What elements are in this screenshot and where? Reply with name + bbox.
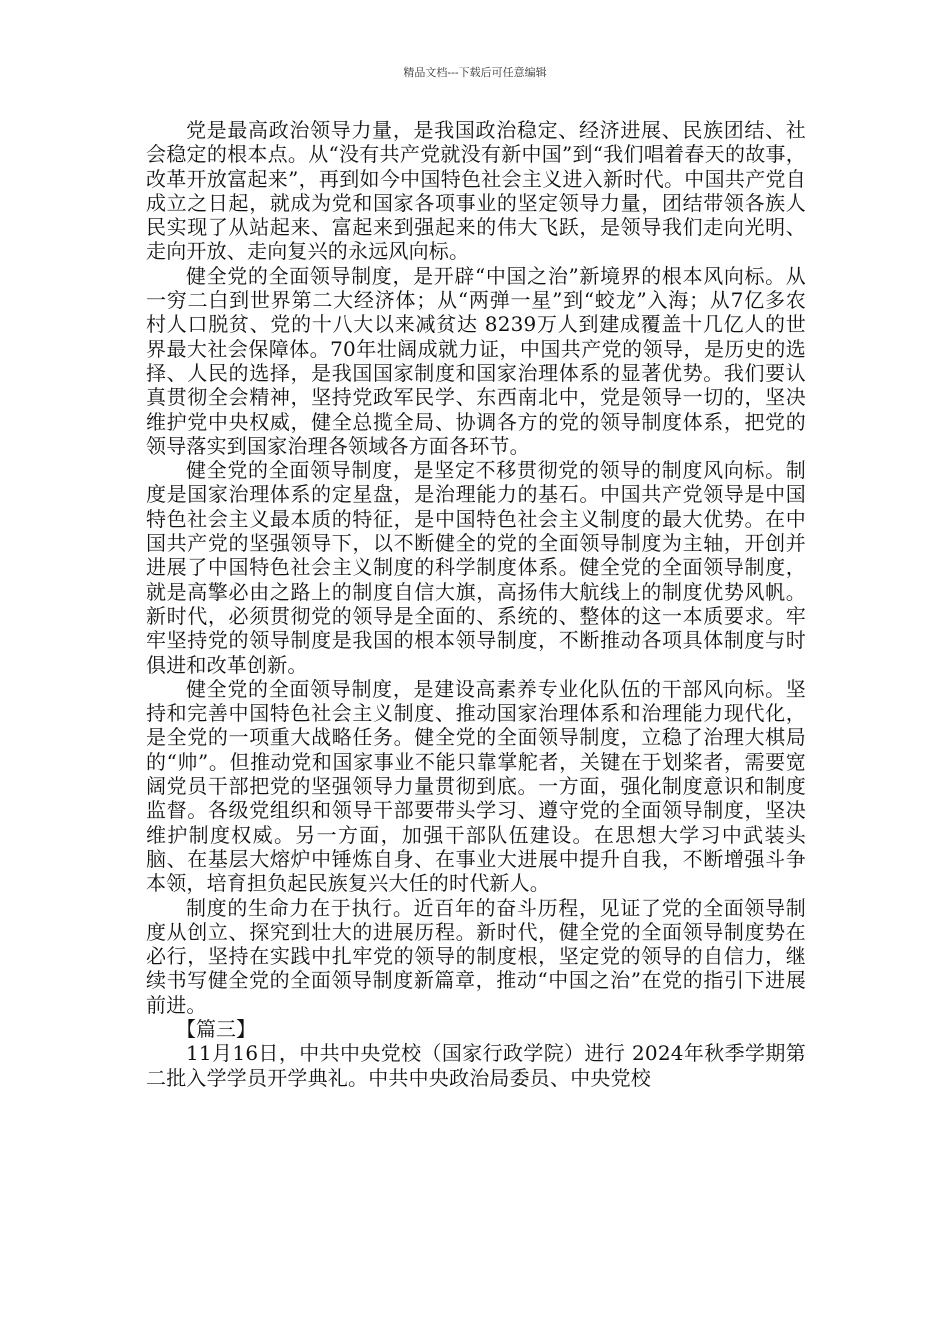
document-body (146, 118, 806, 1090)
paragraph-1: 党是最高政治领导力量，是我国政治稳定、经济进展、民族团结、社会稳定的根本点。从“没有共产党就没有新中国”到“我们唱着春天的故事，改革开放富起来”，再到如今中国特色社会主义进入新时代。中国共产党自成立之日起，就成为党和国家各项事业的坚定领导力量，团结带领各族人民实现了从站起来、富起来到强起来的伟大飞跃，是领导我们走向光明、走向开放、走向复兴的永远风向标。 (146, 118, 806, 264)
paragraph-2: 健全党的全面领导制度，是开辟“中国之治”新境界的根本风向标。从一穷二白到世界第二大经济体；从“两弹一星”到“蛟龙”入海；从7亿多农村人口脱贫、党的十八大以来减贫达 8239万人到建成覆盖十几亿人的世界最大社会保障体。70年壮阔成就力证，中国共产党的领导，是历史的选择、人民的选择，是我国国家制度和国家治理体系的显著优势。我们要认真贯彻全会精神，坚持党政军民学、东西南北中，党是领导一切的，坚决维护党中央权威，健全总揽全局、协调各方的党的领导制度体系，把党的领导落实到国家治理各领域各方面各环节。 (146, 263, 806, 458)
page-header: 精品文档---下载后可任意编辑 (403, 66, 547, 79)
paragraph-5: 制度的生命力在于执行。近百年的奋斗历程，见证了党的全面领导制度从创立、探究到壮大的进展历程。新时代，健全党的全面领导制度势在必行，坚持在实践中扎牢党的领导的制度根，坚定党的领导的自信力，继续书写健全党的全面领导制度新篇章，推动“中国之治”在党的指引下进展前进。 (146, 895, 806, 1017)
paragraph-6: 11月16日，中共中央党校（国家行政学院）进行 2024年秋季学期第二批入学学员开学典礼。中共中央政治局委员、中央党校 (146, 1041, 806, 1090)
section-heading: 【篇三】 (176, 1016, 256, 1041)
paragraph-4: 健全党的全面领导制度，是建设高素养专业化队伍的干部风向标。坚持和完善中国特色社会主义制度、推动国家治理体系和治理能力现代化，是全党的一项重大战略任务。健全党的全面领导制度，立稳了治理大棋局的“帅”。但推动党和国家事业不能只靠掌舵者，关键在于划桨者，需要宽阔党员干部把党的坚强领导力量贯彻到底。一方面，强化制度意识和制度监督。各级党组织和领导干部要带头学习、遵守党的全面领导制度，坚决维护制度权威。另一方面，加强干部队伍建设。在思想大学习中武装头脑、在基层大熔炉中锤炼自身、在事业大进展中提升自我，不断增强斗争本领，培育担负起民族复兴大任的时代新人。 (146, 676, 806, 896)
paragraph-3: 健全党的全面领导制度，是坚定不移贯彻党的领导的制度风向标。制度是国家治理体系的定星盘，是治理能力的基石。中国共产党领导是中国特色社会主义最本质的特征，是中国特色社会主义制度的最大优势。在中国共产党的坚强领导下，以不断健全的党的全面领导制度为主轴，开创并进展了中国特色社会主义制度的科学制度体系。健全党的全面领导制度，就是高擎必由之路上的制度自信大旗，高扬伟大航线上的制度优势风帆。新时代，必须贯彻党的领导是全面的、系统的、整体的这一本质要求。牢牢坚持党的领导制度是我国的根本领导制度，不断推动各项具体制度与时俱进和改革创新。 (146, 458, 806, 677)
